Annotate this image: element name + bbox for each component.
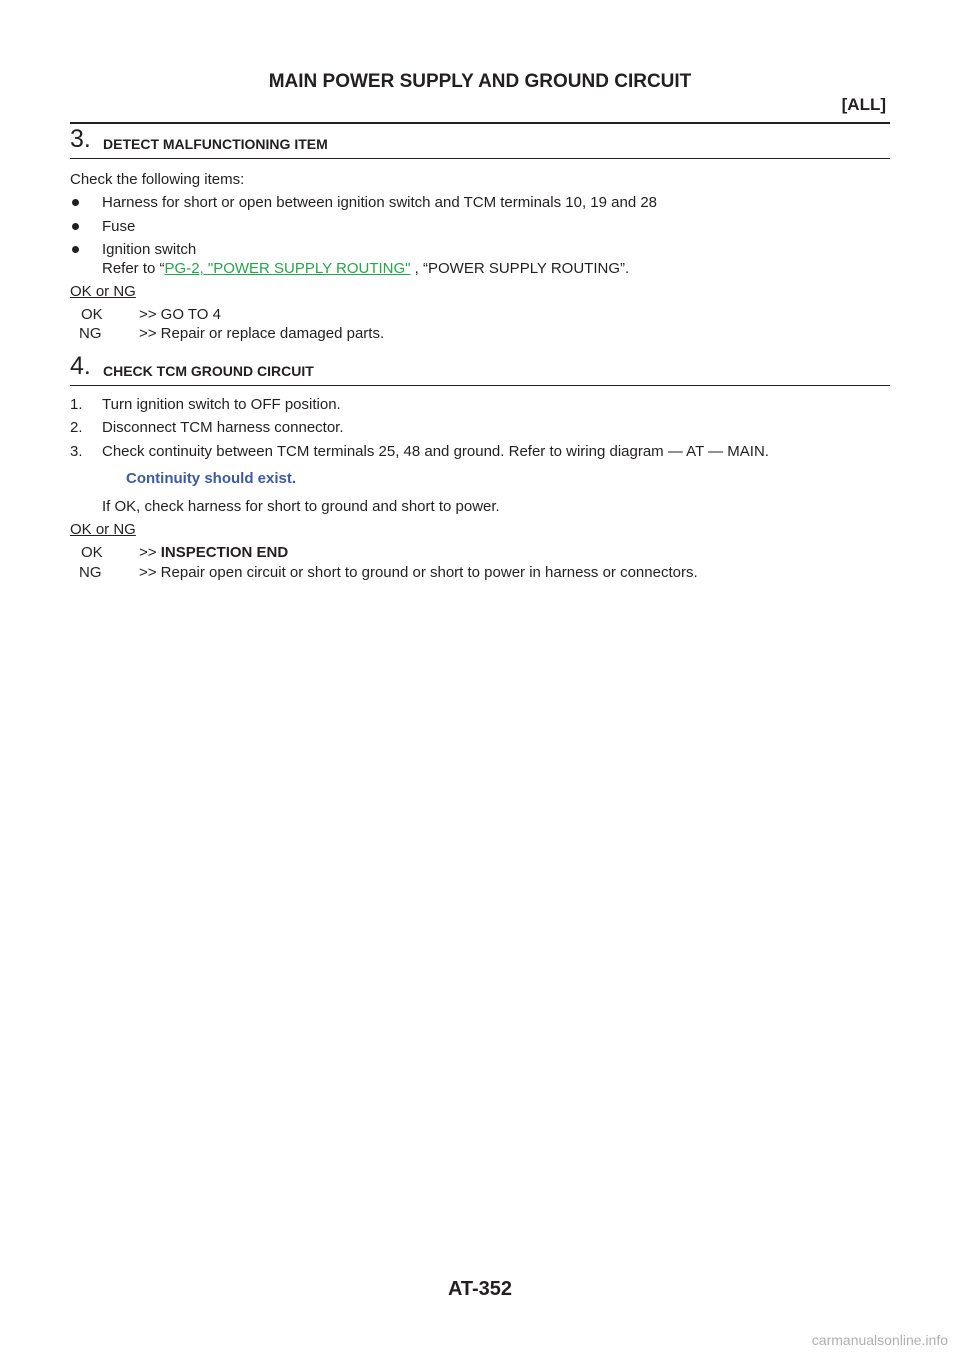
step-number: 3. xyxy=(70,125,91,153)
ok-action: >> GO TO 4 xyxy=(139,306,221,323)
step-num-2: 2. xyxy=(70,419,83,436)
reference-link[interactable]: PG-2, "POWER SUPPLY ROUTING" xyxy=(164,260,411,277)
step-number: 4. xyxy=(70,352,91,380)
bullet-icon xyxy=(72,223,79,230)
inspection-end: INSPECTION END xyxy=(160,544,289,561)
ok-action xyxy=(139,544,288,561)
header-rule xyxy=(70,122,890,124)
bullet-item: Fuse xyxy=(102,218,136,235)
bullet-item: Harness for short or open between ignition switch and TCM terminals 10, 19 and 28 xyxy=(102,194,658,211)
ok-or-ng-label: OK or NG xyxy=(70,521,136,538)
expected-result: Continuity should exist. xyxy=(126,470,297,487)
step-text-1: Turn ignition switch to OFF position. xyxy=(102,396,341,413)
step-title: CHECK TCM GROUND CIRCUIT xyxy=(103,363,314,379)
ok-arrow: >> xyxy=(139,544,161,561)
step-num-1: 1. xyxy=(70,396,83,413)
step-title: DETECT MALFUNCTIONING ITEM xyxy=(103,136,328,152)
ok-or-ng-label: OK or NG xyxy=(70,283,136,300)
ok-label: OK xyxy=(81,544,103,561)
ng-label: NG xyxy=(79,564,102,581)
ok-label: OK xyxy=(81,306,103,323)
bullet-icon xyxy=(72,246,79,253)
step-3-heading xyxy=(70,125,890,159)
refer-suffix: , “POWER SUPPLY ROUTING”. xyxy=(410,260,630,277)
ng-action: >> Repair or replace damaged parts. xyxy=(139,325,385,342)
watermark-text: carmanualsonline.info xyxy=(811,1332,948,1348)
bullet-icon xyxy=(72,199,79,206)
step-4-heading xyxy=(70,352,890,386)
ng-action: >> Repair open circuit or short to ground or short to power in harness or connectors. xyxy=(139,564,698,581)
ng-label: NG xyxy=(79,325,102,342)
intro-text: Check the following items: xyxy=(70,171,245,188)
bullet-item: Ignition switch xyxy=(102,241,197,258)
step-text-3: Check continuity between TCM terminals 25, 48 and ground. Refer to wiring diagram — AT — MAIN. xyxy=(102,443,769,460)
section-tag: [ALL] xyxy=(841,95,886,114)
refer-prefix: Refer to “ xyxy=(102,260,165,277)
page-title: MAIN POWER SUPPLY AND GROUND CIRCUIT xyxy=(268,71,692,92)
step-num-3: 3. xyxy=(70,443,83,460)
step-text-2: Disconnect TCM harness connector. xyxy=(102,419,344,436)
note-text: If OK, check harness for short to ground and short to power. xyxy=(102,498,500,515)
page-number: AT-352 xyxy=(447,1278,513,1300)
refer-line xyxy=(102,260,629,277)
